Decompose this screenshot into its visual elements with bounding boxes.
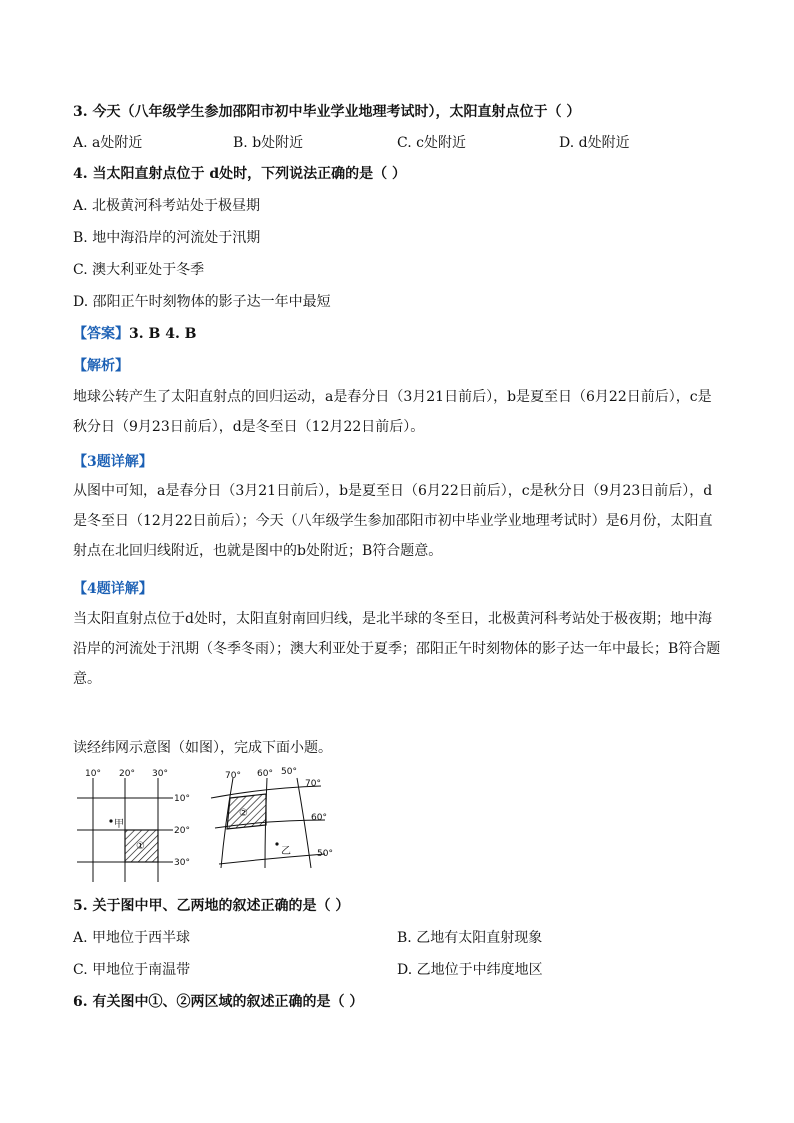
detail4-tag: 【4题详解】 bbox=[73, 581, 153, 597]
left-right-label-20: 20° bbox=[174, 826, 190, 836]
q5-stem: 5. 关于图中甲、乙两地的叙述正确的是（ ） bbox=[73, 898, 350, 914]
region-2-label: ② bbox=[239, 808, 248, 819]
answer-tag: 【答案】 bbox=[73, 326, 129, 342]
detail3-text: 从图中可知，a是春分日（3月21日前后），b是夏至日（6月22日前后），c是秋分日（9月23日前后），d是冬至日（12月22日前后）；今天（八年级学生参加邵阳市初中毕业学业地理考试时）是6月份，太阳直射点在北回归线附近，也就是图中的b处附近；B符合题意。 bbox=[73, 483, 713, 559]
q4-option-d: D. 邵阳正午时刻物体的影子达一年中最短 bbox=[73, 294, 331, 310]
left-top-label-30: 30° bbox=[152, 769, 168, 779]
graticule-figure bbox=[73, 764, 343, 888]
q3-option-a: A. a处附近 bbox=[73, 135, 143, 151]
right-right-label-70: 70° bbox=[305, 779, 321, 789]
q3-stem: 3. 今天（八年级学生参加邵阳市初中毕业学业地理考试时），太阳直射点位于（ ） bbox=[73, 104, 581, 120]
q5-option-c: C. 甲地位于南温带 bbox=[73, 962, 191, 978]
left-top-label-20: 20° bbox=[119, 769, 135, 779]
left-right-label-30: 30° bbox=[174, 858, 190, 868]
q3-option-d: D. d处附近 bbox=[559, 135, 630, 151]
q5-option-a: A. 甲地位于西半球 bbox=[73, 930, 191, 946]
left-top-label-10: 10° bbox=[85, 769, 101, 779]
right-right-label-50: 50° bbox=[317, 849, 333, 859]
right-top-label-60: 60° bbox=[257, 769, 273, 779]
q5-option-b: B. 乙地有太阳直射现象 bbox=[397, 930, 543, 946]
detail4-text: 当太阳直射点位于d处时，太阳直射南回归线，是北半球的冬至日，北极黄河科考站处于极夜期；地中海沿岸的河流处于汛期（冬季冬雨）；澳大利亚处于夏季；邵阳正午时刻物体的影子达一年中最长；B符合题意。 bbox=[73, 611, 721, 687]
graticule-svg bbox=[73, 764, 343, 888]
q6-stem: 6. 有关图中①、②两区域的叙述正确的是（ ） bbox=[73, 994, 364, 1010]
point-yi-label: 乙 bbox=[281, 846, 291, 857]
detail3-tag: 【3题详解】 bbox=[73, 454, 153, 470]
q4-stem: 4. 当太阳直射点位于 d处时，下列说法正确的是（ ） bbox=[73, 166, 407, 182]
left-right-label-10: 10° bbox=[174, 794, 190, 804]
q4-option-c: C. 澳大利亚处于冬季 bbox=[73, 262, 205, 278]
analysis-text: 地球公转产生了太阳直射点的回归运动，a是春分日（3月21日前后），b是夏至日（6月22日前后），c是秋分日（9月23日前后），d是冬至日（12月22日前后）。 bbox=[73, 389, 712, 435]
analysis-tag: 【解析】 bbox=[73, 358, 129, 374]
right-right-label-60: 60° bbox=[311, 813, 327, 823]
answer-line bbox=[73, 324, 197, 344]
intro-text: 读经纬网示意图（如图），完成下面小题。 bbox=[73, 740, 332, 756]
q3-option-b: B. b处附近 bbox=[233, 135, 304, 151]
q4-option-a: A. 北极黄河科考站处于极昼期 bbox=[73, 198, 261, 214]
right-top-label-70: 70° bbox=[225, 771, 241, 781]
region-1-label: ① bbox=[136, 841, 145, 852]
right-top-label-50: 50° bbox=[281, 767, 297, 777]
answer-text: 3. B 4. B bbox=[129, 326, 197, 342]
q4-option-b: B. 地中海沿岸的河流处于汛期 bbox=[73, 230, 261, 246]
point-yi-dot bbox=[275, 842, 278, 845]
point-jia-label: 甲 bbox=[114, 819, 124, 830]
point-jia-dot bbox=[109, 819, 112, 822]
q5-option-d: D. 乙地位于中纬度地区 bbox=[397, 962, 543, 978]
q3-option-c: C. c处附近 bbox=[397, 135, 466, 151]
